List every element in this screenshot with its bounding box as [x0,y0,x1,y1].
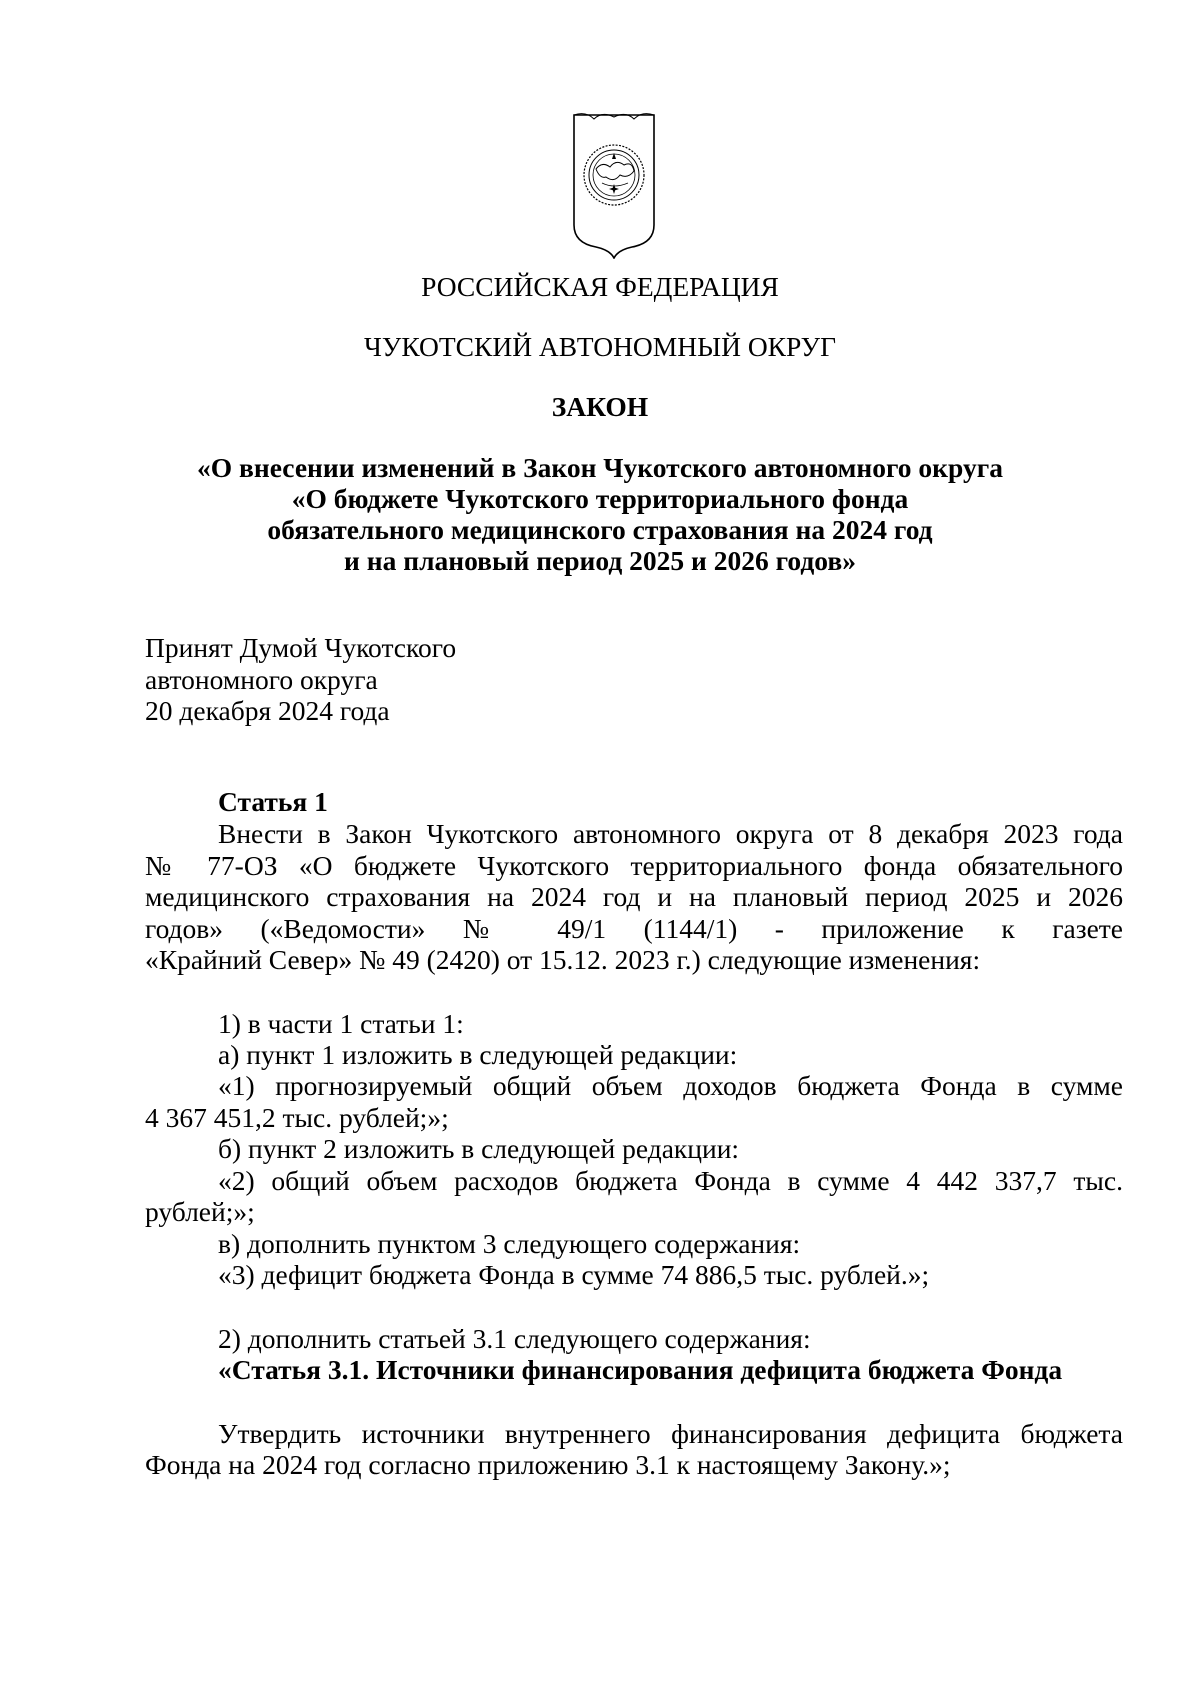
new-article-heading: «Статья 3.1. Источники финансирования дефицита бюджета Фонда [218,1354,1063,1385]
item-1-heading: 1) в части 1 статьи 1: [218,1008,464,1039]
article-intro-line: годов» («Ведомости» № 49/1 (1144/1) - приложение к газете [145,913,1123,944]
law-title-line: «О бюджете Чукотского территориального фонда [291,483,909,514]
item-2-heading: 2) дополнить статьей 3.1 следующего содержания: [218,1323,811,1354]
law-title-line: и на плановый период 2025 и 2026 годов» [344,545,856,576]
law-title [0,452,1200,576]
subitem-b-text: «2) общий объем расходов бюджета Фонда в сумме 4 442 337,7 тыс. [218,1165,1123,1196]
new-article-text: Утвердить источники внутреннего финансирования дефицита бюджета [218,1418,1123,1449]
adoption-line: 20 декабря 2024 года [145,695,390,726]
adoption-line: Принят Думой Чукотского [145,632,457,663]
article-intro-line: Внести в Закон Чукотского автономного округа от 8 декабря 2023 года [218,818,1123,849]
article-intro-line: медицинского страхования на 2024 год и на плановый период 2025 и 2026 [145,881,1123,912]
article-intro-line: № 77-ОЗ «О бюджете Чукотского территориального фонда обязательного [145,850,1123,881]
new-article-text: Фонда на 2024 год согласно приложению 3.1 к настоящему Закону.»; [145,1449,951,1480]
law-title-line: обязательного медицинского страхования на 2024 год [267,514,933,545]
article-intro-line: «Крайний Север» № 49 (2420) от 15.12. 2023 г.) следующие изменения: [145,944,981,975]
subitem-b: б) пункт 2 изложить в следующей редакции: [218,1133,740,1164]
adoption-info [145,632,456,727]
subitem-b-text: рублей;»; [145,1196,255,1227]
coat-of-arms-icon [572,113,656,259]
document-type: ЗАКОН [551,391,649,422]
law-title-line: «О внесении изменений в Закон Чукотского автономного округа [197,452,1003,483]
subitem-a-text: «1) прогнозируемый общий объем доходов бюджета Фонда в сумме [218,1070,1123,1101]
subitem-c-text: «3) дефицит бюджета Фонда в сумме 74 886,5 тыс. рублей.»; [218,1259,930,1290]
adoption-line: автономного округа [145,663,378,695]
subitem-a-text: 4 367 451,2 тыс. рублей;»; [145,1102,449,1133]
article-heading: Статья 1 [218,786,328,817]
country-name: РОССИЙСКАЯ ФЕДЕРАЦИЯ [421,271,779,302]
subitem-a: а) пункт 1 изложить в следующей редакции: [218,1039,738,1070]
subitem-c: в) дополнить пунктом 3 следующего содержания: [218,1228,801,1259]
region-name: ЧУКОТСКИЙ АВТОНОМНЫЙ ОКРУГ [364,331,836,362]
